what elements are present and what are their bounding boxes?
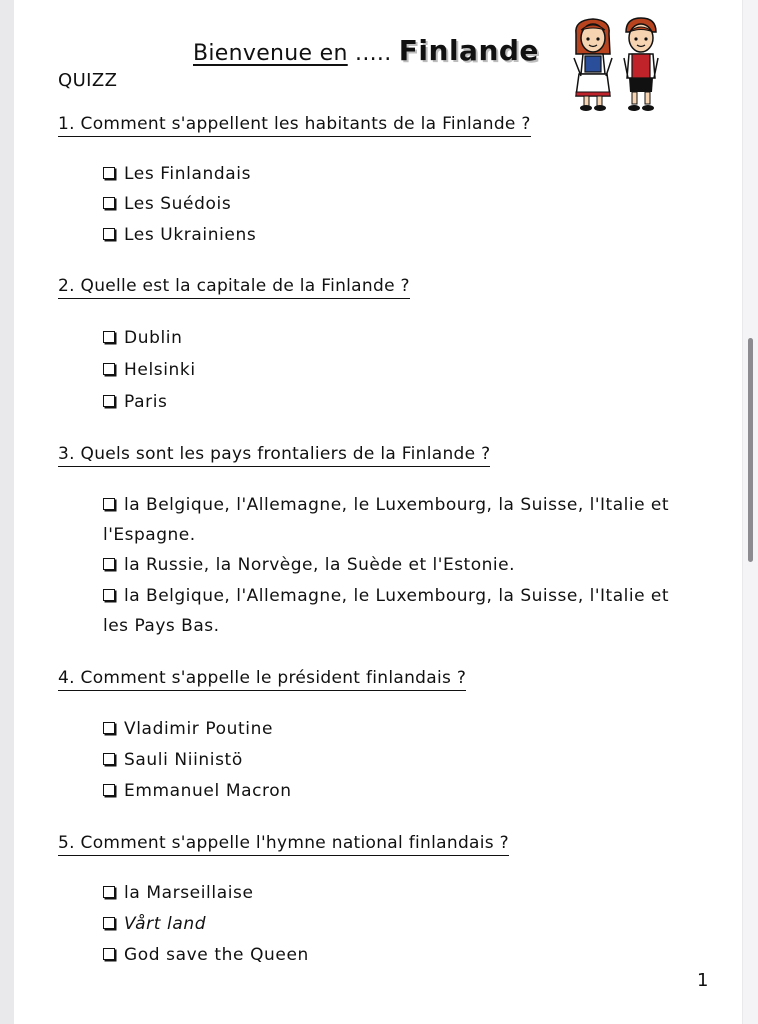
title-country: Finlande: [398, 34, 539, 67]
option-label: la Belgique, l'Allemagne, le Luxembourg, la Suisse, l'Italie et l'Espagne.: [103, 495, 670, 545]
checkbox-icon[interactable]: [103, 558, 115, 570]
question-2: 2. Quelle est la capitale de la Finlande ?: [58, 276, 410, 299]
quiz-label: QUIZZ: [58, 70, 118, 91]
checkbox-icon[interactable]: [103, 753, 115, 765]
option-label: la Belgique, l'Allemagne, le Luxembourg, la Suisse, l'Italie et les Pays Bas.: [103, 586, 670, 636]
checkbox-icon[interactable]: [103, 917, 115, 929]
checkbox-icon[interactable]: [103, 784, 115, 796]
page-title: [193, 34, 539, 67]
checkbox-icon[interactable]: [103, 948, 115, 960]
question-1: 1. Comment s'appellent les habitants de la Finlande ?: [58, 114, 531, 137]
question-4: 4. Comment s'appelle le président finlandais ?: [58, 668, 466, 691]
checkbox-icon[interactable]: [103, 363, 115, 375]
option-label: la Russie, la Norvège, la Suède et l'Estonie.: [124, 555, 515, 575]
checkbox-option[interactable]: [58, 550, 676, 580]
page-number: 1: [697, 970, 709, 991]
option-label: Les Finlandais: [124, 164, 252, 184]
checkbox-icon[interactable]: [103, 228, 115, 240]
checkbox-option[interactable]: [103, 391, 167, 413]
checkbox-option[interactable]: [103, 913, 206, 935]
checkbox-icon[interactable]: [103, 395, 115, 407]
option-label: Les Ukrainiens: [124, 225, 257, 245]
title-prefix: Bienvenue en: [193, 41, 348, 66]
option-label: Paris: [124, 392, 168, 412]
checkbox-option[interactable]: [103, 327, 182, 349]
checkbox-option[interactable]: [103, 882, 254, 904]
scrollbar-thumb[interactable]: [748, 338, 753, 562]
checkbox-option[interactable]: [103, 718, 273, 740]
option-label: Dublin: [124, 328, 183, 348]
checkbox-option[interactable]: [103, 780, 292, 802]
checkbox-icon[interactable]: [103, 498, 115, 510]
checkbox-option[interactable]: [103, 193, 231, 215]
checkbox-option[interactable]: [103, 359, 196, 381]
checkbox-option[interactable]: [58, 581, 676, 641]
checkbox-icon[interactable]: [103, 589, 115, 601]
option-label: God save the Queen: [124, 945, 309, 965]
checkbox-icon[interactable]: [103, 886, 115, 898]
checkbox-option[interactable]: [103, 944, 309, 966]
option-label: la Marseillaise: [124, 883, 254, 903]
option-label: Helsinki: [124, 360, 196, 380]
question-5: 5. Comment s'appelle l'hymne national finlandais ?: [58, 833, 509, 856]
checkbox-icon[interactable]: [103, 167, 115, 179]
checkbox-option[interactable]: [58, 490, 676, 550]
title-dots: .....: [355, 41, 392, 66]
option-label: Vårt land: [124, 914, 207, 934]
checkbox-icon[interactable]: [103, 722, 115, 734]
option-label: Emmanuel Macron: [124, 781, 292, 801]
checkbox-option[interactable]: [103, 163, 251, 185]
option-label: Les Suédois: [124, 194, 232, 214]
option-label: Vladimir Poutine: [124, 719, 274, 739]
checkbox-option[interactable]: [103, 224, 256, 246]
checkbox-icon[interactable]: [103, 331, 115, 343]
finnish-children-icon: [566, 12, 666, 116]
option-label: Sauli Niinistö: [124, 750, 243, 770]
checkbox-icon[interactable]: [103, 197, 115, 209]
checkbox-option[interactable]: [103, 749, 243, 771]
question-3: 3. Quels sont les pays frontaliers de la Finlande ?: [58, 444, 490, 467]
